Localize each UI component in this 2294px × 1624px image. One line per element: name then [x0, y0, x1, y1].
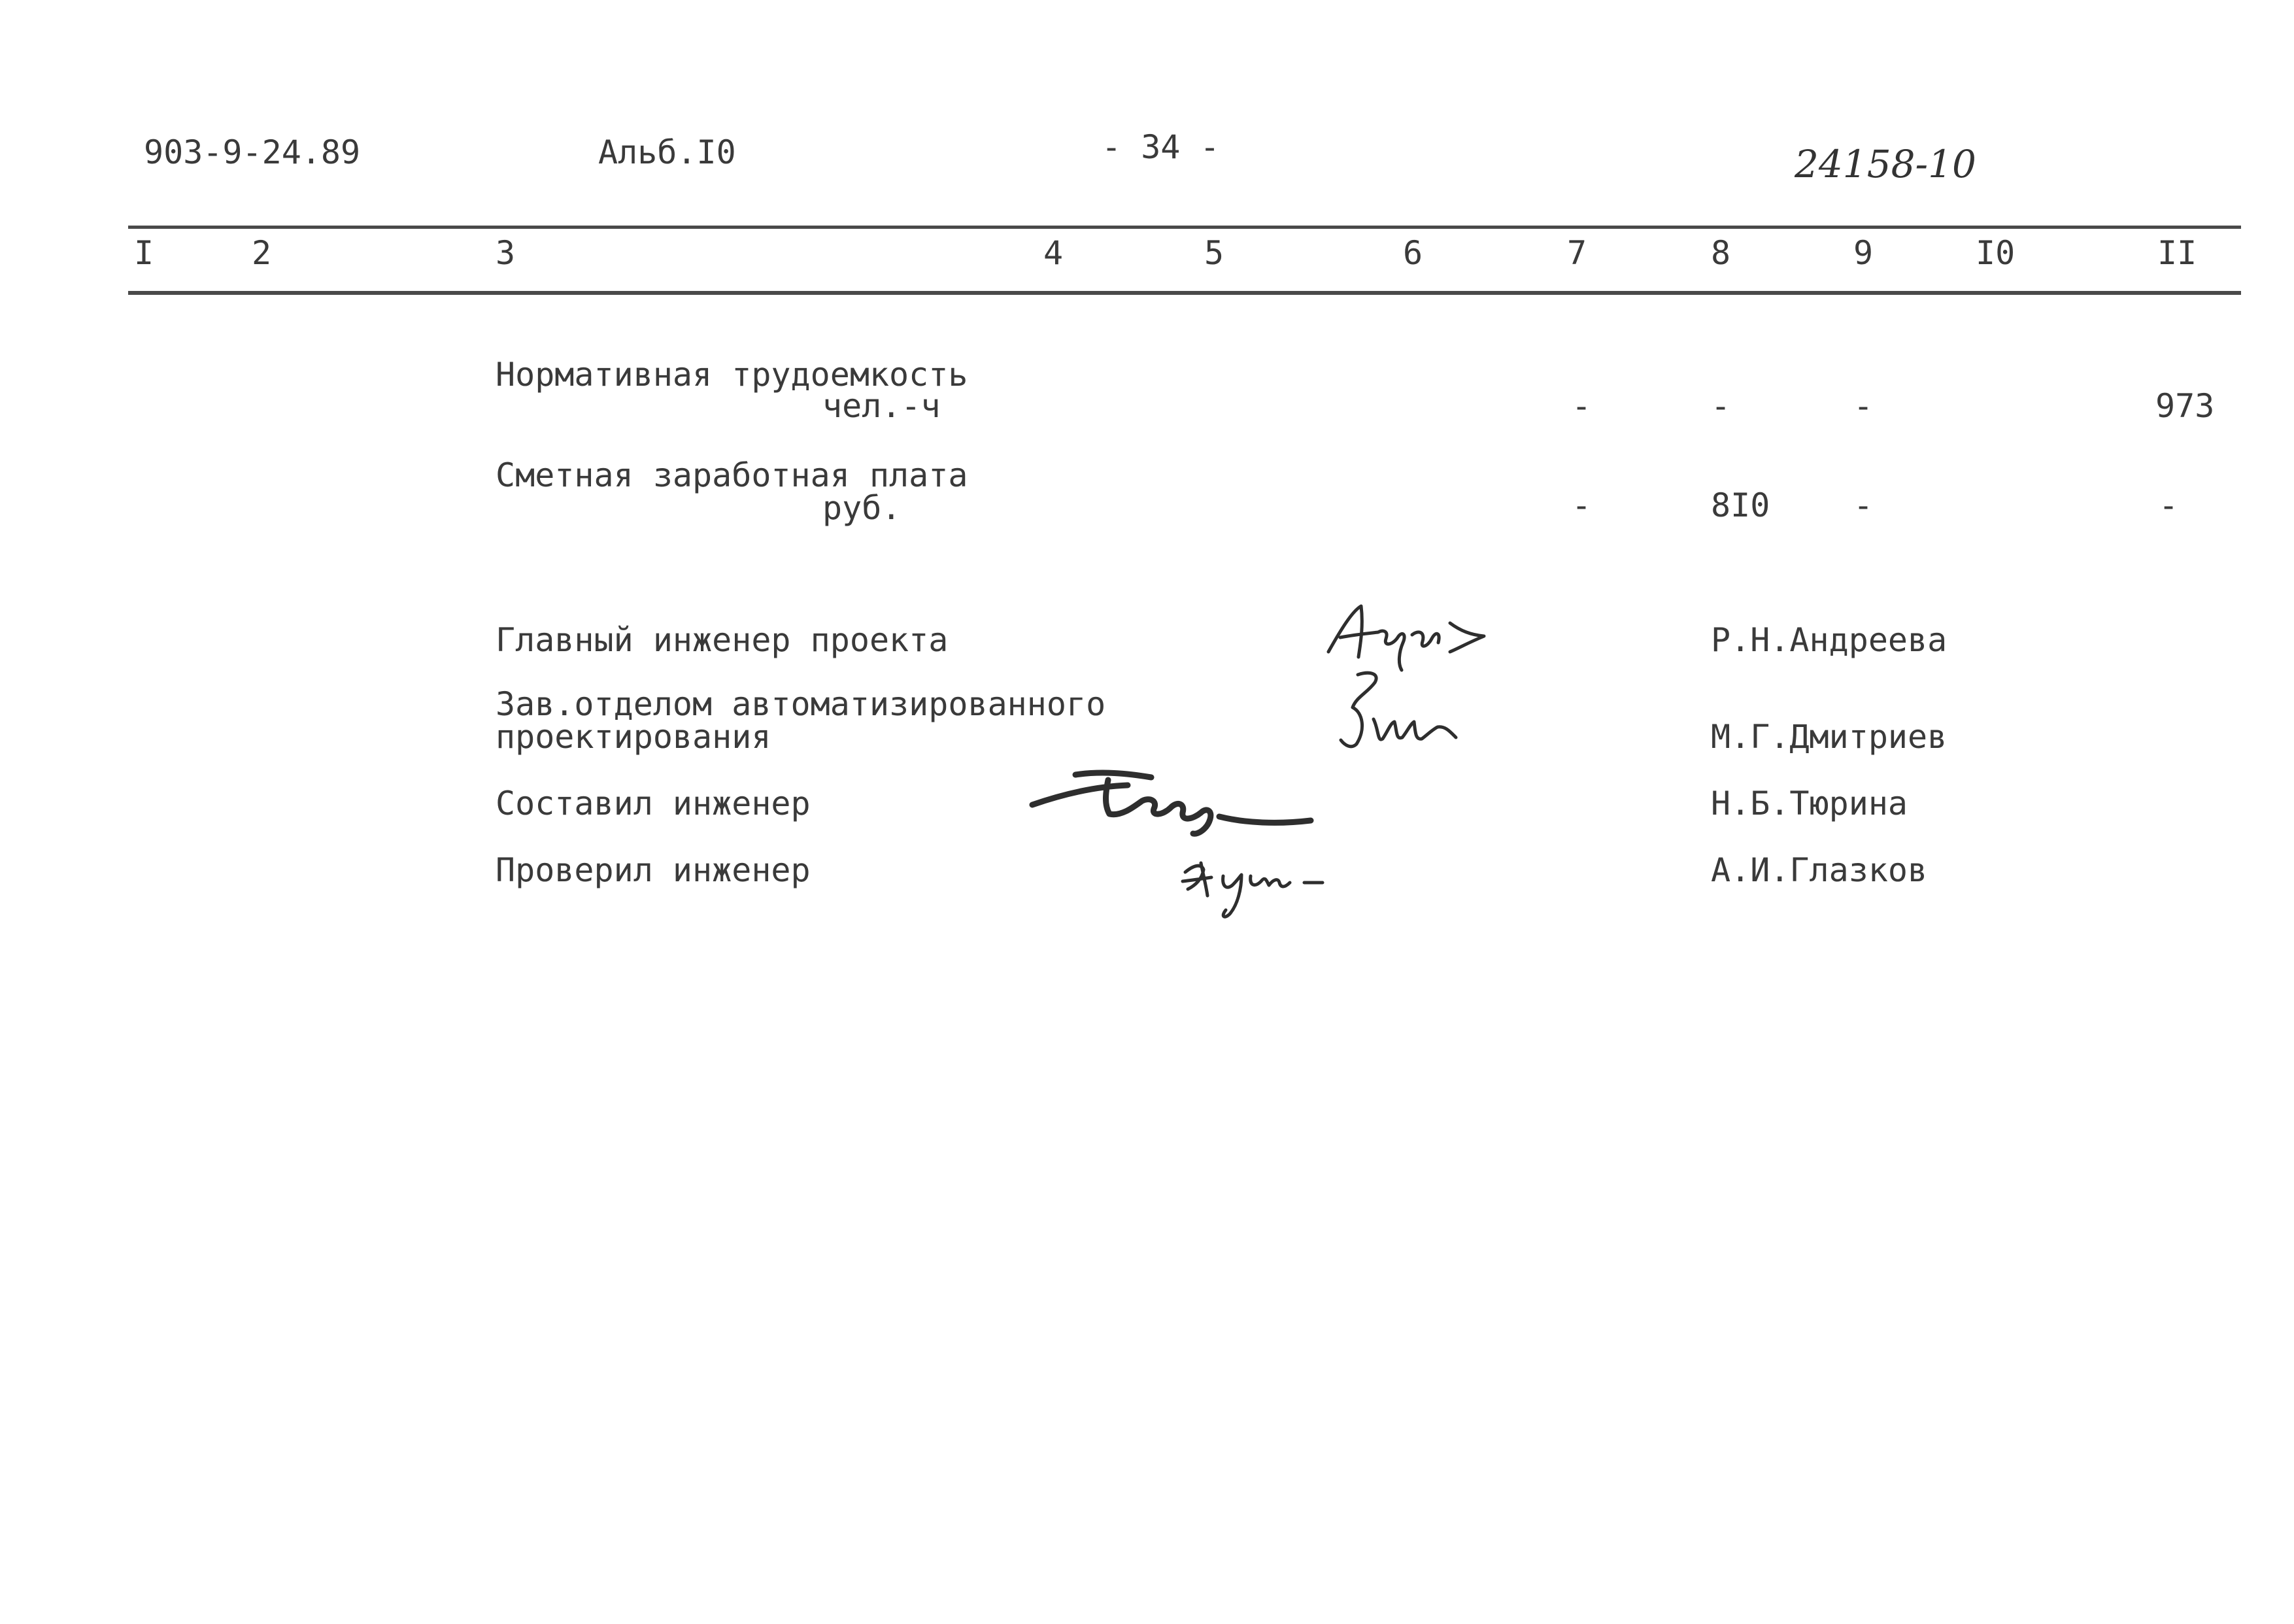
column-number: II: [2157, 234, 2197, 272]
column-number: I0: [1976, 234, 2016, 272]
table-top-rule: [128, 226, 2241, 229]
signer-name: Р.Н.Андреева: [1711, 621, 1948, 659]
row-label: Сметная заработная плата: [496, 456, 968, 494]
column-number: 6: [1403, 234, 1423, 272]
column-number: I: [134, 234, 154, 272]
cell-col8: -: [1711, 387, 1731, 425]
column-number: 7: [1567, 234, 1587, 272]
signer-name: М.Г.Дмитриев: [1711, 718, 1948, 756]
handwritten-signature: [1317, 667, 1487, 765]
row-label: Нормативная трудоемкость: [496, 356, 968, 394]
handwritten-signature: [1173, 850, 1357, 935]
column-number: 3: [496, 234, 516, 272]
column-number: 8: [1711, 234, 1731, 272]
signer-role: Проверил инженер: [496, 851, 811, 889]
cell-col8: 8I0: [1711, 486, 1770, 524]
signer-role: Составил инженер: [496, 785, 811, 822]
handwritten-signature: [1023, 762, 1330, 840]
column-number: 2: [252, 234, 272, 272]
signer-role: Зав.отделом автоматизированного: [496, 685, 1106, 723]
signer-name: А.И.Глазков: [1711, 851, 1928, 889]
cell-col9: -: [1853, 486, 1874, 524]
cell-col11: -: [2159, 486, 2179, 524]
document-code: 903-9-24.89: [144, 133, 361, 171]
page-number: - 34 -: [1102, 128, 1220, 166]
cell-col7: -: [1572, 387, 1592, 425]
row-unit: чел.-ч: [822, 387, 941, 425]
cell-col9: -: [1853, 387, 1874, 425]
column-number: 5: [1204, 234, 1224, 272]
column-number: 4: [1043, 234, 1064, 272]
cell-col11: 973: [2155, 387, 2215, 425]
row-unit: руб.: [822, 489, 902, 527]
cell-col7: -: [1572, 486, 1592, 524]
signer-name: Н.Б.Тюрина: [1711, 785, 1908, 822]
column-number: 9: [1853, 234, 1874, 272]
signer-role: Главный инженер проекта: [496, 621, 949, 659]
album-number: Альб.I0: [598, 133, 736, 171]
table-header-bottom-rule: [128, 291, 2241, 295]
signer-role-continued: проектирования: [496, 718, 771, 756]
archive-number: 24158-10: [1795, 142, 1976, 186]
